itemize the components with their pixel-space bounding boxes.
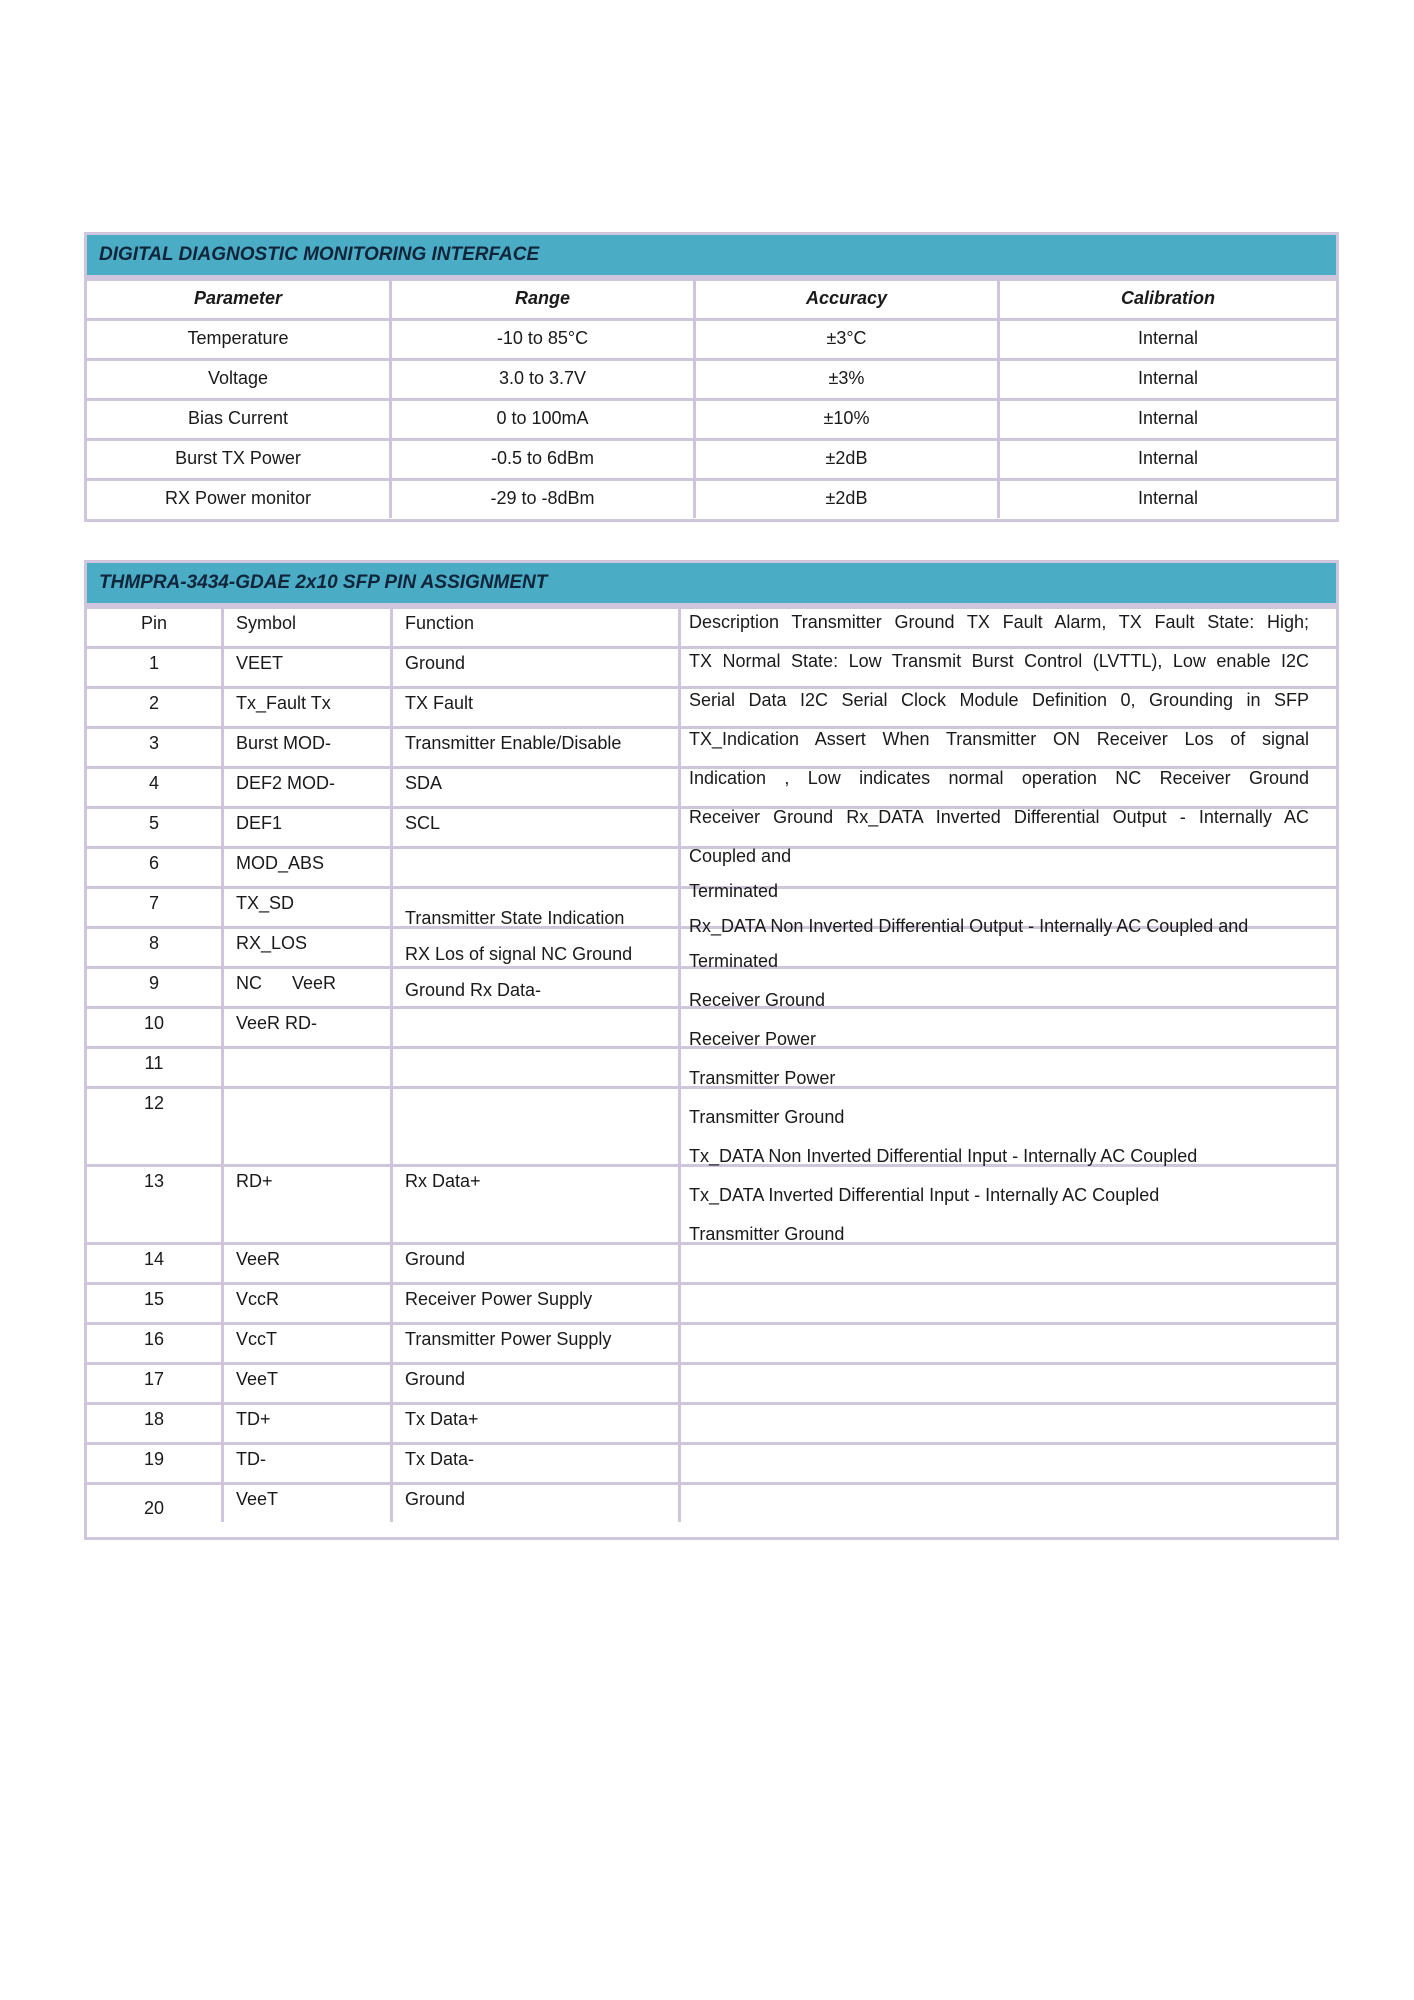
range-cell: 3.0 to 3.7V	[389, 361, 693, 398]
diagnostics-table	[84, 232, 1339, 522]
pin-function: Rx Data+	[390, 1167, 678, 1242]
pin-number: 6	[148, 853, 159, 873]
description-line: Terminated	[689, 881, 779, 901]
description-line: Receiver Ground Rx_DATA Inverted Differential Output - Internally AC	[689, 807, 1309, 827]
pin-number: 3	[148, 733, 159, 753]
pin-symbol: DEF1	[221, 809, 390, 846]
pin-function: RX Los of signal NC Ground	[390, 929, 678, 966]
pin-number: 19	[143, 1449, 165, 1469]
range-cell: -10 to 85°C	[389, 321, 693, 358]
pin-symbol: TX_SD	[221, 889, 390, 926]
pin-function: SDA	[390, 769, 678, 806]
pin-number: 7	[148, 893, 159, 913]
pin-number: 1	[148, 653, 159, 673]
header-pin: Pin	[140, 613, 167, 633]
pin-function: Tx Data-	[390, 1445, 678, 1482]
description-line: Transmitter Power	[689, 1068, 836, 1088]
pin-function: Ground Rx Data-	[390, 969, 678, 1006]
pin-function: Receiver Power Supply	[390, 1285, 678, 1322]
pin-symbol: VeeT	[221, 1485, 390, 1522]
pin-number: 18	[143, 1409, 165, 1429]
pin-number: 13	[143, 1171, 165, 1191]
range-cell: 0 to 100mA	[389, 401, 693, 438]
pin-symbol: VeeR	[221, 1245, 390, 1282]
pin-symbol: MOD_ABS	[221, 849, 390, 886]
pin-table-title: THMPRA-3434-GDAE 2x10 SFP PIN ASSIGNMENT	[87, 563, 1336, 606]
pin-number: 5	[148, 813, 159, 833]
accuracy-cell: ±3°C	[693, 321, 997, 358]
pin-symbol: TD-	[221, 1445, 390, 1482]
description-line: Tx_DATA Inverted Differential Input - Internally AC Coupled	[689, 1185, 1160, 1205]
table-row	[87, 438, 1336, 478]
pin-symbol: VeeT	[221, 1365, 390, 1402]
calibration-cell: Internal	[997, 481, 1336, 518]
pin-symbol: NC VeeR	[221, 969, 390, 1006]
parameter-cell: RX Power monitor	[164, 488, 312, 508]
pin-function: Ground	[390, 1365, 678, 1402]
diagnostics-title: DIGITAL DIAGNOSTIC MONITORING INTERFACE	[87, 235, 1336, 278]
pin-function: TX Fault	[390, 689, 678, 726]
table-row	[87, 1402, 1336, 1442]
description-line: TX Normal State: Low Transmit Burst Control (LVTTL), Low enable I2C	[689, 651, 1309, 671]
header-range: Range	[389, 281, 693, 318]
pin-symbol: VeeR RD-	[221, 1009, 390, 1046]
description-line: Receiver Ground	[689, 990, 826, 1010]
pin-symbol: VccR	[221, 1285, 390, 1322]
calibration-cell: Internal	[997, 401, 1336, 438]
pin-symbol: Burst MOD-	[221, 729, 390, 766]
parameter-cell: Voltage	[207, 368, 269, 388]
pin-number: 9	[148, 973, 159, 993]
pin-function: SCL	[390, 809, 678, 846]
header-calibration: Calibration	[997, 281, 1336, 318]
parameter-cell: Bias Current	[187, 408, 289, 428]
description-line: Tx_DATA Non Inverted Differential Input - Internally AC Coupled	[689, 1146, 1198, 1166]
description-line: TX_Indication Assert When Transmitter ON Receiver Los of signal	[689, 729, 1309, 749]
accuracy-cell: ±10%	[693, 401, 997, 438]
pin-description	[689, 837, 1309, 1254]
table-row	[87, 318, 1336, 358]
header-function: Function	[390, 609, 678, 646]
pin-number: 4	[148, 773, 159, 793]
description-line: Coupled and	[689, 846, 792, 866]
pin-number: 12	[143, 1093, 165, 1113]
pin-symbol: VccT	[221, 1325, 390, 1362]
description-line: Transmitter Ground	[689, 1107, 845, 1127]
calibration-cell: Internal	[997, 321, 1336, 358]
pin-symbol: Tx_Fault Tx	[221, 689, 390, 726]
accuracy-cell: ±2dB	[693, 441, 997, 478]
table-row	[87, 1442, 1336, 1482]
pin-number: 14	[143, 1249, 165, 1269]
table-row	[87, 1362, 1336, 1402]
table-header-row	[87, 278, 1336, 318]
description-line: Serial Data I2C Serial Clock Module Definition 0, Grounding in SFP	[689, 690, 1309, 710]
pin-function: Ground	[390, 1245, 678, 1282]
table-row	[87, 478, 1336, 518]
pin-symbol: DEF2 MOD-	[221, 769, 390, 806]
table-row	[87, 1322, 1336, 1362]
accuracy-cell: ±2dB	[693, 481, 997, 518]
description-line: Indication , Low indicates normal operation NC Receiver Ground	[689, 768, 1309, 788]
pin-number: 2	[148, 693, 159, 713]
parameter-cell: Temperature	[187, 328, 289, 348]
pin-function: Transmitter Enable/Disable	[390, 729, 678, 766]
header-accuracy: Accuracy	[693, 281, 997, 318]
description-line: Description Transmitter Ground TX Fault Alarm, TX Fault State: High;	[689, 612, 1309, 632]
accuracy-cell: ±3%	[693, 361, 997, 398]
pin-function: Tx Data+	[390, 1405, 678, 1442]
description-line: Terminated	[689, 951, 779, 971]
pin-symbol: VEET	[221, 649, 390, 686]
pin-number: 11	[144, 1053, 164, 1073]
table-row	[87, 1282, 1336, 1322]
range-cell: -29 to -8dBm	[389, 481, 693, 518]
pin-number: 16	[143, 1329, 165, 1349]
description-line: Transmitter Ground	[689, 1224, 845, 1244]
header-parameter: Parameter	[193, 288, 283, 308]
calibration-cell: Internal	[997, 361, 1336, 398]
calibration-cell: Internal	[997, 441, 1336, 478]
header-symbol: Symbol	[221, 609, 390, 646]
table-row	[87, 398, 1336, 438]
pin-number: 8	[148, 933, 159, 953]
pin-number: 15	[143, 1289, 165, 1309]
pin-number: 10	[143, 1013, 165, 1033]
range-cell: -0.5 to 6dBm	[389, 441, 693, 478]
description-line: Receiver Power	[689, 1029, 817, 1049]
pin-function: Transmitter State Indication	[390, 889, 678, 926]
pin-symbol: RX_LOS	[221, 929, 390, 966]
parameter-cell: Burst TX Power	[175, 448, 301, 468]
pin-number: 17	[143, 1369, 165, 1389]
pin-number: 20	[143, 1498, 165, 1518]
table-row	[87, 358, 1336, 398]
table-row	[87, 1482, 1336, 1522]
pin-function: Transmitter Power Supply	[390, 1325, 678, 1362]
pin-description-justified	[689, 603, 1309, 837]
pin-function: Ground	[390, 1485, 678, 1522]
description-line: Rx_DATA Non Inverted Differential Output - Internally AC Coupled and	[689, 916, 1249, 936]
pin-function: Ground	[390, 649, 678, 686]
pin-symbol: TD+	[221, 1405, 390, 1442]
pin-symbol: RD+	[221, 1167, 390, 1242]
